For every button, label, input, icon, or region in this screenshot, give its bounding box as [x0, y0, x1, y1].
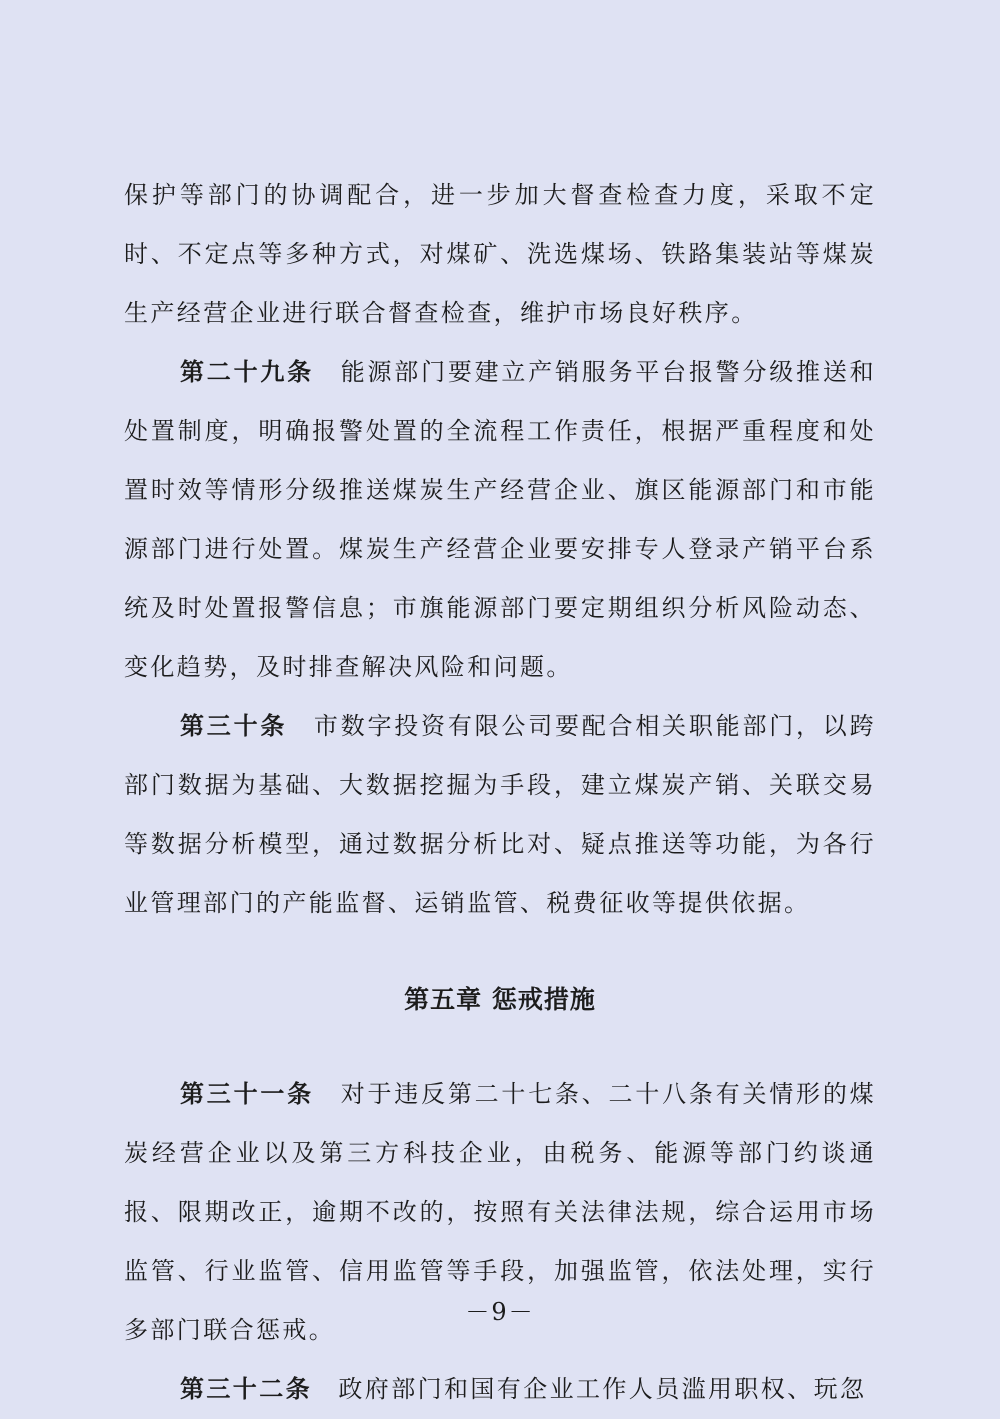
chapter-heading: 第五章 惩戒措施: [404, 985, 596, 1014]
article-text: 能源部门要建立产销服务平台报警分级推送和处置制度，明确报警处置的全流程工作责任，根据严重程度和处置时效等情形分级推送煤炭生产经营企业、旗区能源部门和市能源部门进行处置。煤炭生产经营企业要安排专人登录产销平台系统及时处置报警信息；市旗能源部门要定期组织分析风险动态、变化趋势，及时排查解决风险和问题。: [124, 358, 877, 681]
article-32: [124, 1360, 876, 1419]
article-label: 第三十二条: [180, 1375, 312, 1403]
article-text: 对于违反第二十七条、二十八条有关情形的煤炭经营企业以及第三方科技企业，由税务、能源等部门约谈通报、限期改正，逾期不改的，按照有关法律法规，综合运用市场监管、行业监管、信用监管等手段，加强监管，依法处理，实行多部门联合惩戒。: [124, 1080, 877, 1344]
article-text: 政府部门和国有企业工作人员滥用职权、玩忽: [338, 1375, 867, 1403]
article-label: 第三十一条: [180, 1080, 314, 1108]
paragraph-text: 保护等部门的协调配合，进一步加大督查检查力度，采取不定时、不定点等多种方式，对煤矿、洗选煤场、铁路集装站等煤炭生产经营企业进行联合督查检查，维护市场良好秩序。: [124, 181, 876, 327]
page-number: －9－: [465, 1298, 535, 1326]
document-body: [124, 166, 876, 1419]
article-label: 第三十条: [180, 712, 288, 740]
article-label: 第二十九条: [180, 358, 314, 386]
article-30: [124, 697, 876, 933]
article-29: [124, 343, 876, 697]
paragraph-continued: [124, 166, 876, 343]
article-text: 市数字投资有限公司要配合相关职能部门，以跨部门数据为基础、大数据挖掘为手段，建立煤炭产销、关联交易等数据分析模型，通过数据分析比对、疑点推送等功能，为各行业管理部门的产能监督、运销监管、税费征收等提供依据。: [124, 712, 876, 917]
